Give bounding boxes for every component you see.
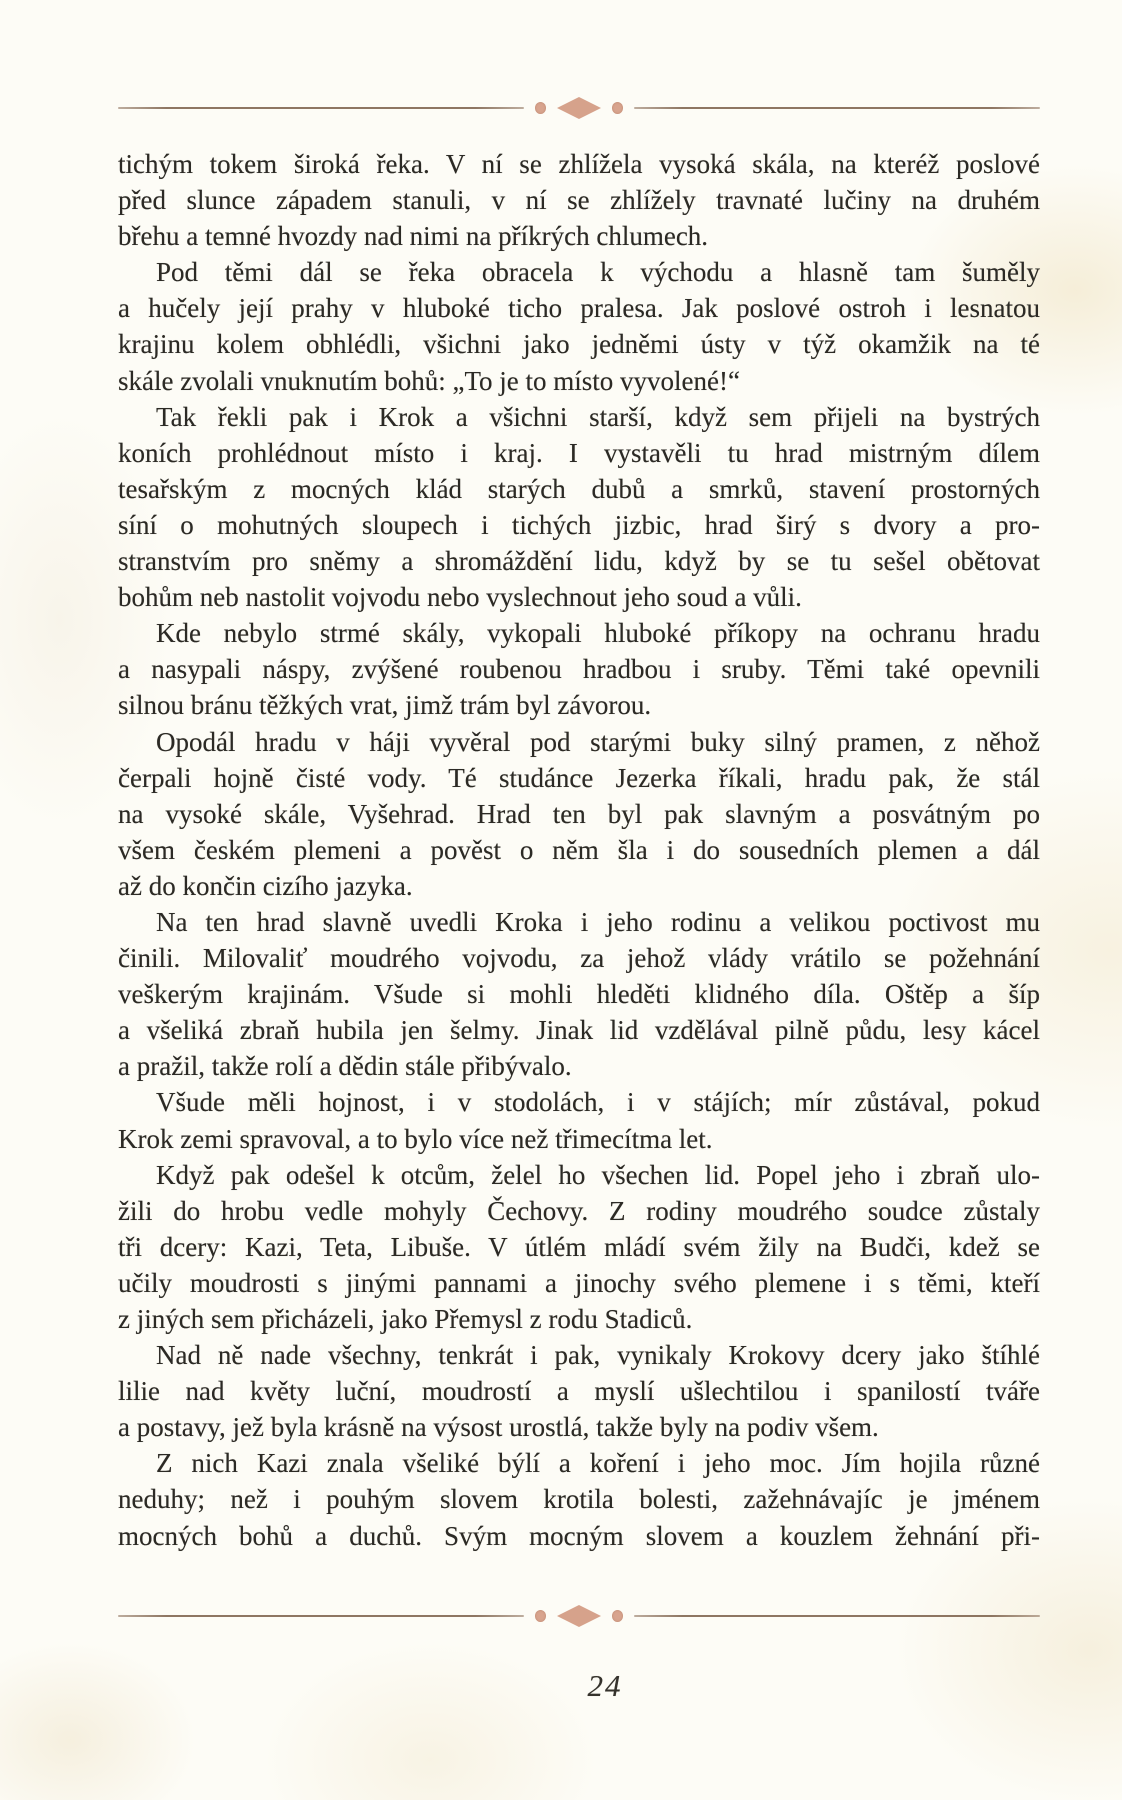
text-block bbox=[118, 146, 1040, 1554]
text-line: skále zvolali vnuknutím bohů: „To je to místo vyvolené!“ bbox=[118, 365, 740, 396]
text-line: před slunce západem stanuli, v ní se zhlížely travnaté lučiny na druhém bbox=[118, 185, 1040, 216]
text-line: a všeliká zbraň hubila jen šelmy. Jinak lid vzdělával pilně půdu, lesy kácel bbox=[118, 1015, 1040, 1046]
divider-rule-right bbox=[634, 107, 1040, 109]
text-line: tichým tokem široká řeka. V ní se zhlížela vysoká skála, na kteréž poslové bbox=[118, 149, 1040, 179]
text-line: veškerým krajinám. Všude si mohli hleděti klidného díla. Oštěp a šíp bbox=[118, 979, 1040, 1010]
text-line: síní o mohutných sloupech i tichých jizbic, hrad širý s dvory a pro- bbox=[118, 509, 1040, 540]
text-line: břehu a temné hvozdy nad nimi na příkrých chlumech. bbox=[118, 221, 709, 252]
text-line: Všude měli hojnost, i v stodolách, i v stájích; mír zůstával, pokud bbox=[156, 1087, 1040, 1118]
divider-bottom bbox=[118, 1603, 1040, 1629]
text-line: Opodál hradu v háji vyvěral pod starými buky silný pramen, z něhož bbox=[156, 726, 1040, 757]
text-line: a pražil, takže rolí a dědin stále přibývalo. bbox=[118, 1051, 572, 1082]
ornament-dot-icon bbox=[535, 102, 546, 114]
text-line: žili do hrobu vedle mohyly Čechovy. Z rodiny moudrého soudce zůstaly bbox=[118, 1195, 1040, 1226]
text-line: neduhy; než i pouhým slovem krotila bolesti, zažehnávajíc je jménem bbox=[118, 1484, 1040, 1515]
ornament-dot-icon bbox=[612, 102, 623, 114]
text-line: a nasypali náspy, zvýšené roubenou hradbou i sruby. Těmi také opevnili bbox=[118, 654, 1040, 685]
page-number: 24 bbox=[587, 1668, 623, 1703]
text-line: z jiných sem přicházeli, jako Přemysl z rodu Stadiců. bbox=[118, 1304, 693, 1334]
text-line: učily moudrosti s jinými pannami a jinochy svého plemene i s těmi, kteří bbox=[118, 1267, 1040, 1298]
text-line: Pod těmi dál se řeka obracela k východu a hlasně tam šuměly bbox=[156, 257, 1040, 288]
divider-rule-left bbox=[118, 1615, 524, 1617]
text-line: Na ten hrad slavně uvedli Kroka i jeho rodinu a velikou poctivost mu bbox=[156, 906, 1040, 937]
text-line: mocných bohů a duchů. Svým mocným slovem a kouzlem žehnání při- bbox=[118, 1520, 1040, 1551]
text-line: všem českém plemeni a pověst o něm šla i do sousedních plemen a dál bbox=[118, 834, 1040, 865]
text-line: silnou bránu těžkých vrat, jimž trám byl závorou. bbox=[118, 690, 652, 721]
text-line: bohům neb nastolit vojvodu nebo vyslechnout jeho soud a vůli. bbox=[118, 582, 802, 613]
text-line: čerpali hojně čisté vody. Té studánce Jezerka říkali, hradu pak, že stál bbox=[118, 762, 1040, 793]
text-line: Tak řekli pak i Krok a všichni starší, když sem přijeli na bystrých bbox=[156, 401, 1040, 432]
ornament-dot-icon bbox=[612, 1610, 623, 1622]
text-line: tesařským z mocných klád starých dubů a smrků, stavení prostorných bbox=[118, 473, 1040, 504]
text-line: Krok zemi spravoval, a to bylo více než třimecítma let. bbox=[118, 1123, 713, 1154]
text-line: stranstvím pro sněmy a shromáždění lidu, když by se tu sešel obětovat bbox=[118, 546, 1040, 577]
ornament-diamond-icon bbox=[557, 97, 601, 119]
divider-rule-left bbox=[118, 107, 524, 109]
text-line: činili. Milovaliť moudrého vojvodu, za jehož vlády vrátilo se požehnání bbox=[118, 943, 1040, 974]
text-line: a postavy, jež byla krásně na výsost urostlá, takže byly na podiv všem. bbox=[118, 1412, 879, 1443]
ornament-diamond-icon bbox=[557, 1605, 601, 1627]
text-line: Kde nebylo strmé skály, vykopali hluboké příkopy na ochranu hradu bbox=[156, 618, 1040, 649]
text-line: lilie nad květy luční, moudrostí a myslí ušlechtilou i spanilostí tváře bbox=[118, 1376, 1040, 1407]
ornament-dot-icon bbox=[535, 1610, 546, 1622]
text-line: krajinu kolem obhlédli, všichni jako jedněmi ústy v týž okamžik na té bbox=[118, 329, 1040, 360]
divider-rule-right bbox=[634, 1615, 1040, 1617]
text-line: Nad ně nade všechny, tenkrát i pak, vynikaly Krokovy dcery jako štíhlé bbox=[156, 1340, 1040, 1371]
text-line: Když pak odešel k otcům, želel ho všechen lid. Popel jeho i zbraň ulo- bbox=[156, 1159, 1040, 1190]
divider-top bbox=[118, 95, 1040, 121]
text-line: na vysoké skále, Vyšehrad. Hrad ten byl pak slavným a posvátným po bbox=[118, 798, 1040, 829]
text-line: koních prohlédnout místo i kraj. I vystavěli tu hrad mistrným dílem bbox=[118, 437, 1040, 468]
text-line: Z nich Kazi znala všeliké býlí a koření i jeho moc. Jím hojila různé bbox=[156, 1448, 1040, 1479]
text-line: až do končin cizího jazyka. bbox=[118, 870, 413, 901]
text-line: a hučely její prahy v hluboké ticho pralesa. Jak poslové ostroh i lesnatou bbox=[118, 293, 1040, 324]
text-line: tři dcery: Kazi, Teta, Libuše. V útlém mládí svém žily na Budči, kdež se bbox=[118, 1231, 1040, 1262]
